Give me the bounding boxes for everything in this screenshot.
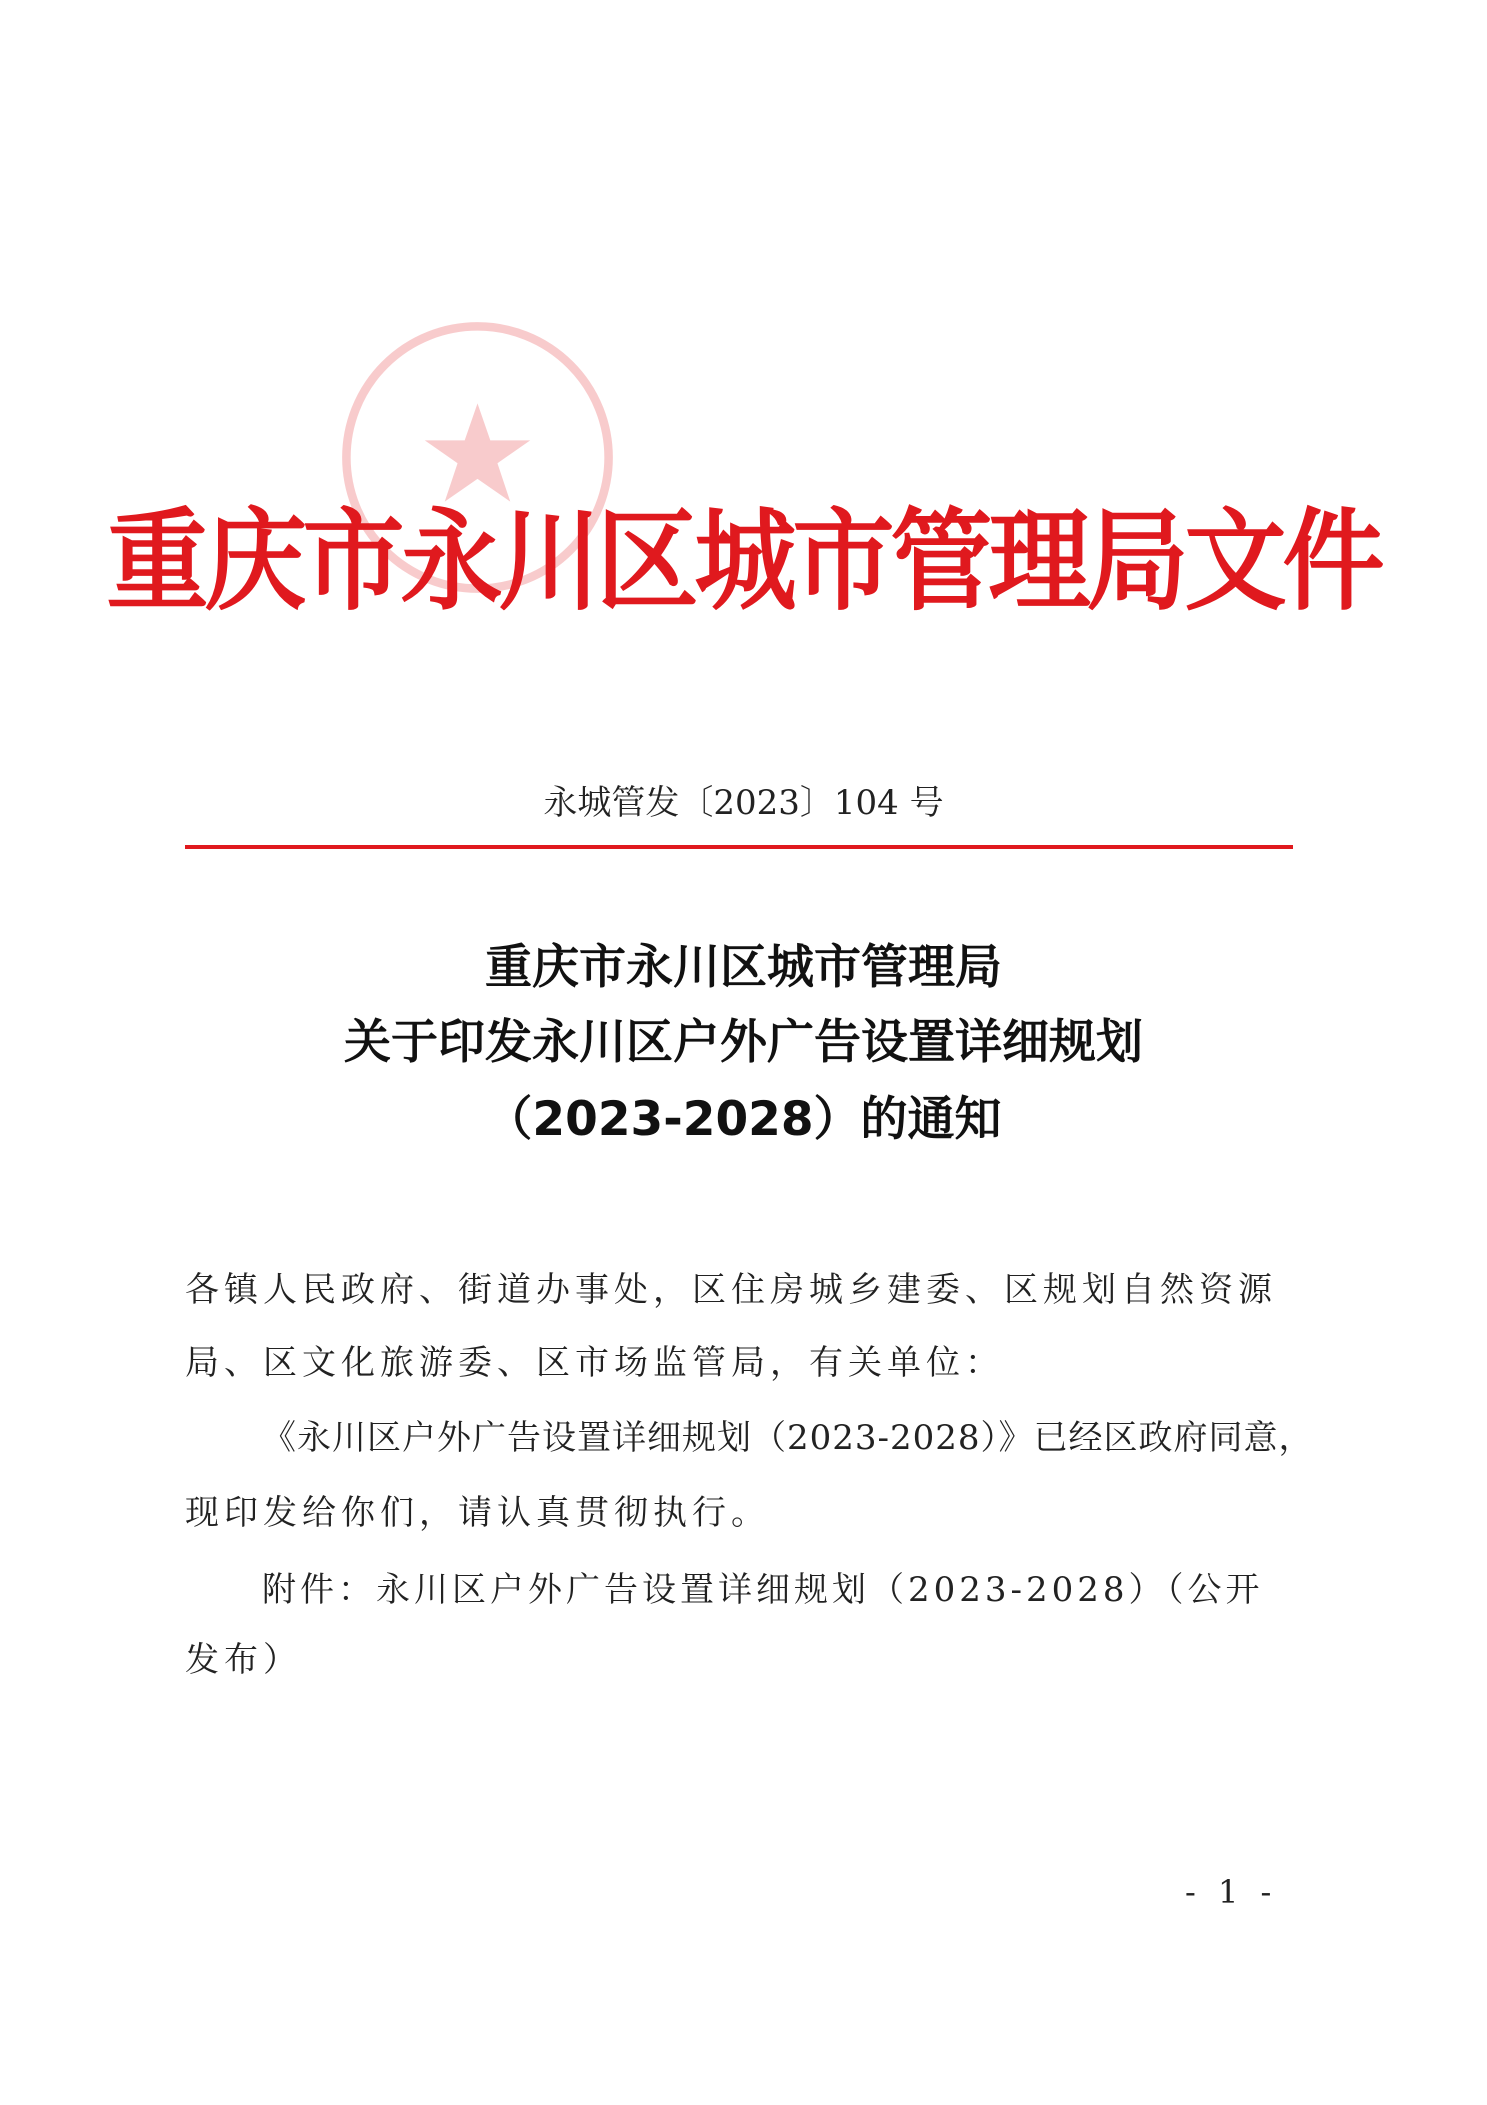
notice-title-line-2: 关于印发永川区户外广告设置详细规划 — [344, 1015, 1143, 1070]
masthead-title: 重庆市永川区城市管理局文件 — [106, 497, 1381, 627]
page-number: - 1 - — [1185, 1873, 1278, 1911]
red-divider-rule — [185, 845, 1293, 849]
notice-title-line-3: （2023-2028）的通知 — [485, 1092, 1002, 1147]
document-number: 永城管发〔2023〕104 号 — [543, 783, 944, 823]
attachment-line-1: 附件：永川区户外广告设置详细规划（2023-2028）（公开 — [262, 1570, 1264, 1610]
body-paragraph-line-2: 现印发给你们，请认真贯彻执行。 — [185, 1493, 770, 1533]
attachment-line-2: 发布） — [185, 1640, 302, 1680]
notice-title-line-1: 重庆市永川区城市管理局 — [485, 940, 1002, 995]
body-paragraph-line-1: 《永川区户外广告设置详细规划（2023-2028）》已经区政府同意， — [262, 1418, 1314, 1458]
addressee-line-2: 局、区文化旅游委、区市场监管局，有关单位： — [185, 1343, 1004, 1383]
addressee-line-1: 各镇人民政府、街道办事处，区住房城乡建委、区规划自然资源 — [185, 1270, 1277, 1310]
